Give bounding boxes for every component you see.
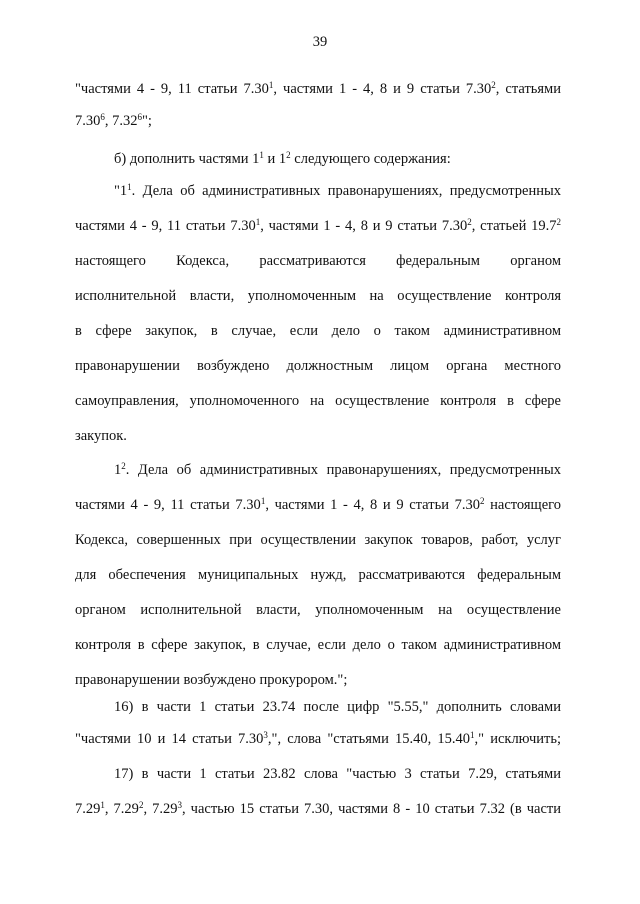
text-run: , частями 1 - 4, 8 и 9 статьи 7.30 xyxy=(273,81,492,97)
text-run: , статьей 19.7 xyxy=(471,218,557,234)
page-number: 39 xyxy=(312,34,328,50)
text-run: "; xyxy=(142,113,152,129)
text-run: настоящего Кодекса, рассматриваются федеральным органом xyxy=(75,253,561,269)
superscript: 1 xyxy=(100,800,105,810)
text-run: , частями 1 - 4, 8 и 9 статьи 7.30 xyxy=(260,218,468,234)
superscript: 1 xyxy=(268,80,274,90)
text-line xyxy=(75,321,561,341)
text-run: закупок. xyxy=(75,428,127,444)
text-line xyxy=(75,251,561,271)
text-run: "частями 10 и 14 статьи 7.30 xyxy=(75,731,264,747)
text-run: самоуправления, уполномоченного на осуществление контроля в сфере xyxy=(75,393,561,409)
superscript: 3 xyxy=(263,730,268,740)
text-line xyxy=(114,149,561,169)
text-run: Кодекса, совершенных при осуществлении закупок товаров, работ, услуг xyxy=(75,532,561,548)
text-run: 1 xyxy=(114,462,122,478)
text-run: настоящего xyxy=(484,497,561,513)
text-line xyxy=(75,391,561,411)
text-run: 17) в части 1 статьи 23.82 слова "частью 3 статьи 7.29, статьями xyxy=(114,766,561,782)
superscript: 2 xyxy=(121,461,126,471)
text-line xyxy=(75,426,561,446)
text-run: 16) в части 1 статьи 23.74 после цифр "5.55," дополнить словами xyxy=(114,699,561,715)
text-line xyxy=(114,697,561,717)
text-run: "1 xyxy=(114,183,128,199)
text-run: "частями 4 - 9, 11 статьи 7.30 xyxy=(75,81,269,97)
superscript: 3 xyxy=(177,800,182,810)
superscript: 2 xyxy=(467,217,472,227)
text-line xyxy=(75,799,561,819)
text-run: б) дополнить частями 1 xyxy=(114,151,260,167)
text-run: ,", слова "статьями 15.40, 15.40 xyxy=(267,731,471,747)
superscript: 2 xyxy=(479,496,485,506)
text-run: в сфере закупок, в случае, если дело о таком административном xyxy=(75,323,561,339)
text-line xyxy=(75,216,561,236)
text-line xyxy=(114,460,561,480)
superscript: 6 xyxy=(100,112,105,122)
superscript: 1 xyxy=(259,150,264,160)
text-line xyxy=(75,565,561,585)
text-run: . Дела об административных правонарушениях, предусмотренных xyxy=(125,462,561,478)
text-run: частями 4 - 9, 11 статьи 7.30 xyxy=(75,497,261,513)
superscript: 1 xyxy=(260,496,266,506)
text-run: , частью 15 статьи 7.30, частями 8 - 10 статьи 7.32 (в части xyxy=(182,801,561,817)
text-run: 7.29 xyxy=(75,801,101,817)
text-line xyxy=(114,181,561,201)
text-run: . Дела об административных правонарушениях, предусмотренных xyxy=(131,183,561,199)
text-run: для обеспечения муниципальных нужд, рассматриваются федеральным xyxy=(75,567,561,583)
text-run: 7.30 xyxy=(75,113,101,129)
text-line xyxy=(75,356,561,376)
superscript: 2 xyxy=(286,150,291,160)
text-run: , 7.29 xyxy=(104,801,139,817)
text-run: , 7.32 xyxy=(104,113,138,129)
text-run: ," исключить; xyxy=(474,731,561,747)
text-line xyxy=(75,286,561,306)
text-run: , 7.29 xyxy=(143,801,178,817)
superscript: 1 xyxy=(127,182,132,192)
text-run: следующего содержания: xyxy=(290,151,451,167)
text-line xyxy=(75,79,561,99)
text-run: и 1 xyxy=(263,151,287,167)
superscript: 6 xyxy=(137,112,142,122)
text-line xyxy=(75,635,561,655)
text-line xyxy=(75,600,561,620)
text-line xyxy=(75,111,561,131)
text-line xyxy=(75,729,561,749)
text-run: исполнительной власти, уполномоченным на осуществление контроля xyxy=(75,288,561,304)
text-line xyxy=(75,670,561,690)
text-line xyxy=(75,495,561,515)
text-run: правонарушении возбуждено должностным лицом органа местного xyxy=(75,358,561,374)
superscript: 2 xyxy=(556,217,561,227)
superscript: 2 xyxy=(138,800,144,810)
text-run: контроля в сфере закупок, в случае, если дело о таком административном xyxy=(75,637,561,653)
superscript: 2 xyxy=(491,80,496,90)
text-run: правонарушении возбуждено прокурором."; xyxy=(75,672,348,688)
text-run: , статьями xyxy=(495,81,561,97)
text-line xyxy=(75,530,561,550)
text-run: органом исполнительной власти, уполномоченным на осуществление xyxy=(75,602,561,618)
superscript: 1 xyxy=(255,217,261,227)
text-line xyxy=(114,764,561,784)
superscript: 1 xyxy=(470,730,475,740)
text-run: частями 4 - 9, 11 статьи 7.30 xyxy=(75,218,256,234)
text-run: , частями 1 - 4, 8 и 9 статьи 7.30 xyxy=(265,497,480,513)
